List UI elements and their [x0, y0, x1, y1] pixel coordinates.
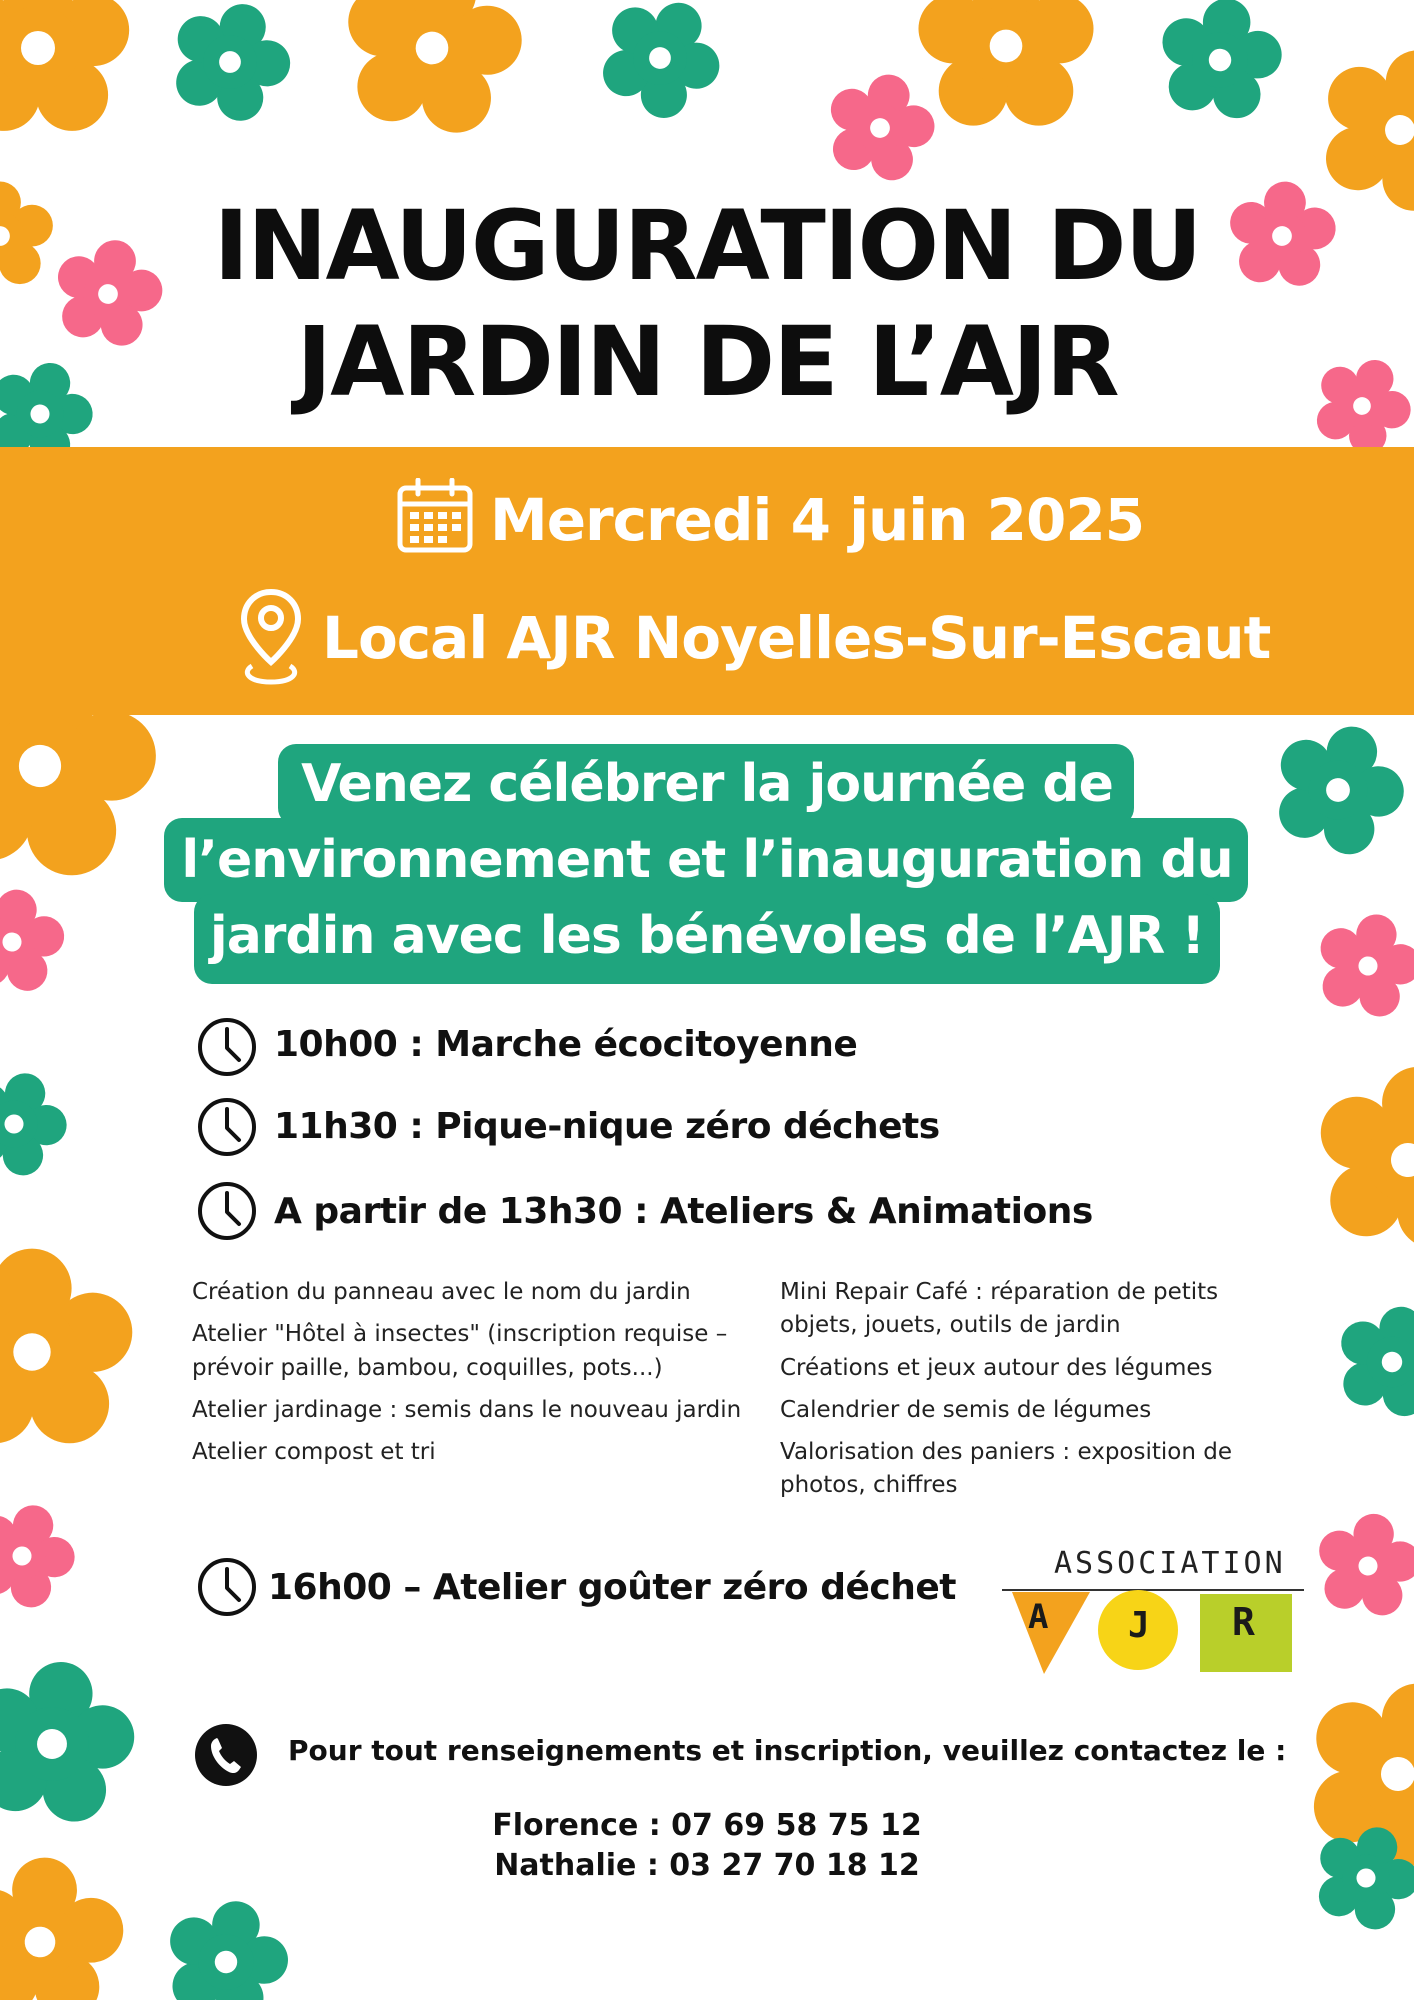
flower-icon [1152, 0, 1288, 128]
flower-icon [1330, 1300, 1414, 1424]
activity-right-4-cont: photos, chiffres [780, 1472, 958, 1498]
map-pin-icon [238, 586, 304, 688]
contact-intro: Pour tout renseignements et inscription, veuillez contactez le : [288, 1734, 1287, 1767]
activity-left-1: Création du panneau avec le nom du jardin [192, 1279, 691, 1305]
activity-left-2: Atelier "Hôtel à insectes" (inscription requise – [192, 1321, 728, 1347]
activity-left-4: Atelier compost et tri [192, 1439, 436, 1465]
activity-right-2: Créations et jeux autour des légumes [780, 1355, 1213, 1381]
flower-icon [0, 1654, 142, 1834]
clock-icon [196, 1556, 258, 1618]
invitation-line-2: l’environnement et l’inauguration du [181, 830, 1233, 890]
phone-icon [194, 1723, 258, 1787]
schedule-item-1: 10h00 : Marche écocitoyenne [274, 1024, 858, 1065]
clock-icon [196, 1016, 258, 1078]
logo-letter-j: J [1128, 1605, 1150, 1646]
contact-person-1: Florence : 07 69 58 75 12 [492, 1808, 922, 1843]
calendar-icon [396, 478, 474, 554]
activity-right-3: Calendrier de semis de légumes [780, 1397, 1152, 1423]
activity-left-3: Atelier jardinage : semis dans le nouveau jardin [192, 1397, 742, 1423]
logo-letter-a: A [1028, 1597, 1049, 1637]
flower-icon [0, 1498, 80, 1614]
activity-right-4: Valorisation des paniers : exposition de [780, 1439, 1232, 1465]
flower-icon [908, 0, 1104, 144]
schedule-item-2: 11h30 : Pique-nique zéro déchets [274, 1106, 940, 1147]
schedule-item-4: 16h00 – Atelier goûter zéro déchet [268, 1567, 956, 1608]
logo-letter-r: R [1232, 1600, 1255, 1644]
activity-left-2-cont: prévoir paille, bambou, coquilles, pots...) [192, 1355, 663, 1381]
event-date: Mercredi 4 juin 2025 [490, 486, 1145, 554]
clock-icon [196, 1180, 258, 1242]
flower-icon [158, 1894, 294, 2000]
schedule-item-3: A partir de 13h30 : Ateliers & Animations [274, 1191, 1093, 1232]
invitation-line-3: jardin avec les bénévoles de l’AJR ! [209, 906, 1205, 966]
invitation-line-1: Venez célébrer la journée de [301, 754, 1113, 814]
activity-right-1-cont: objets, jouets, outils de jardin [780, 1312, 1121, 1338]
event-location: Local AJR Noyelles-Sur-Escaut [322, 604, 1271, 672]
activity-right-1: Mini Repair Café : réparation de petits [780, 1279, 1219, 1305]
flower-icon [0, 1066, 72, 1182]
flower-icon [594, 0, 726, 124]
flower-icon [164, 0, 296, 128]
flower-icon [0, 1240, 144, 1464]
contact-person-2: Nathalie : 03 27 70 18 12 [494, 1848, 920, 1883]
flower-icon [0, 0, 140, 150]
flower-icon [334, 0, 530, 146]
flower-icon [1310, 1508, 1414, 1624]
title-line-1: INAUGURATION DU [213, 190, 1201, 302]
clock-icon [196, 1096, 258, 1158]
flower-icon [1306, 1058, 1414, 1262]
title-line-2: JARDIN DE L’AJR [296, 306, 1118, 418]
logo-title: ASSOCIATION [1054, 1546, 1286, 1581]
